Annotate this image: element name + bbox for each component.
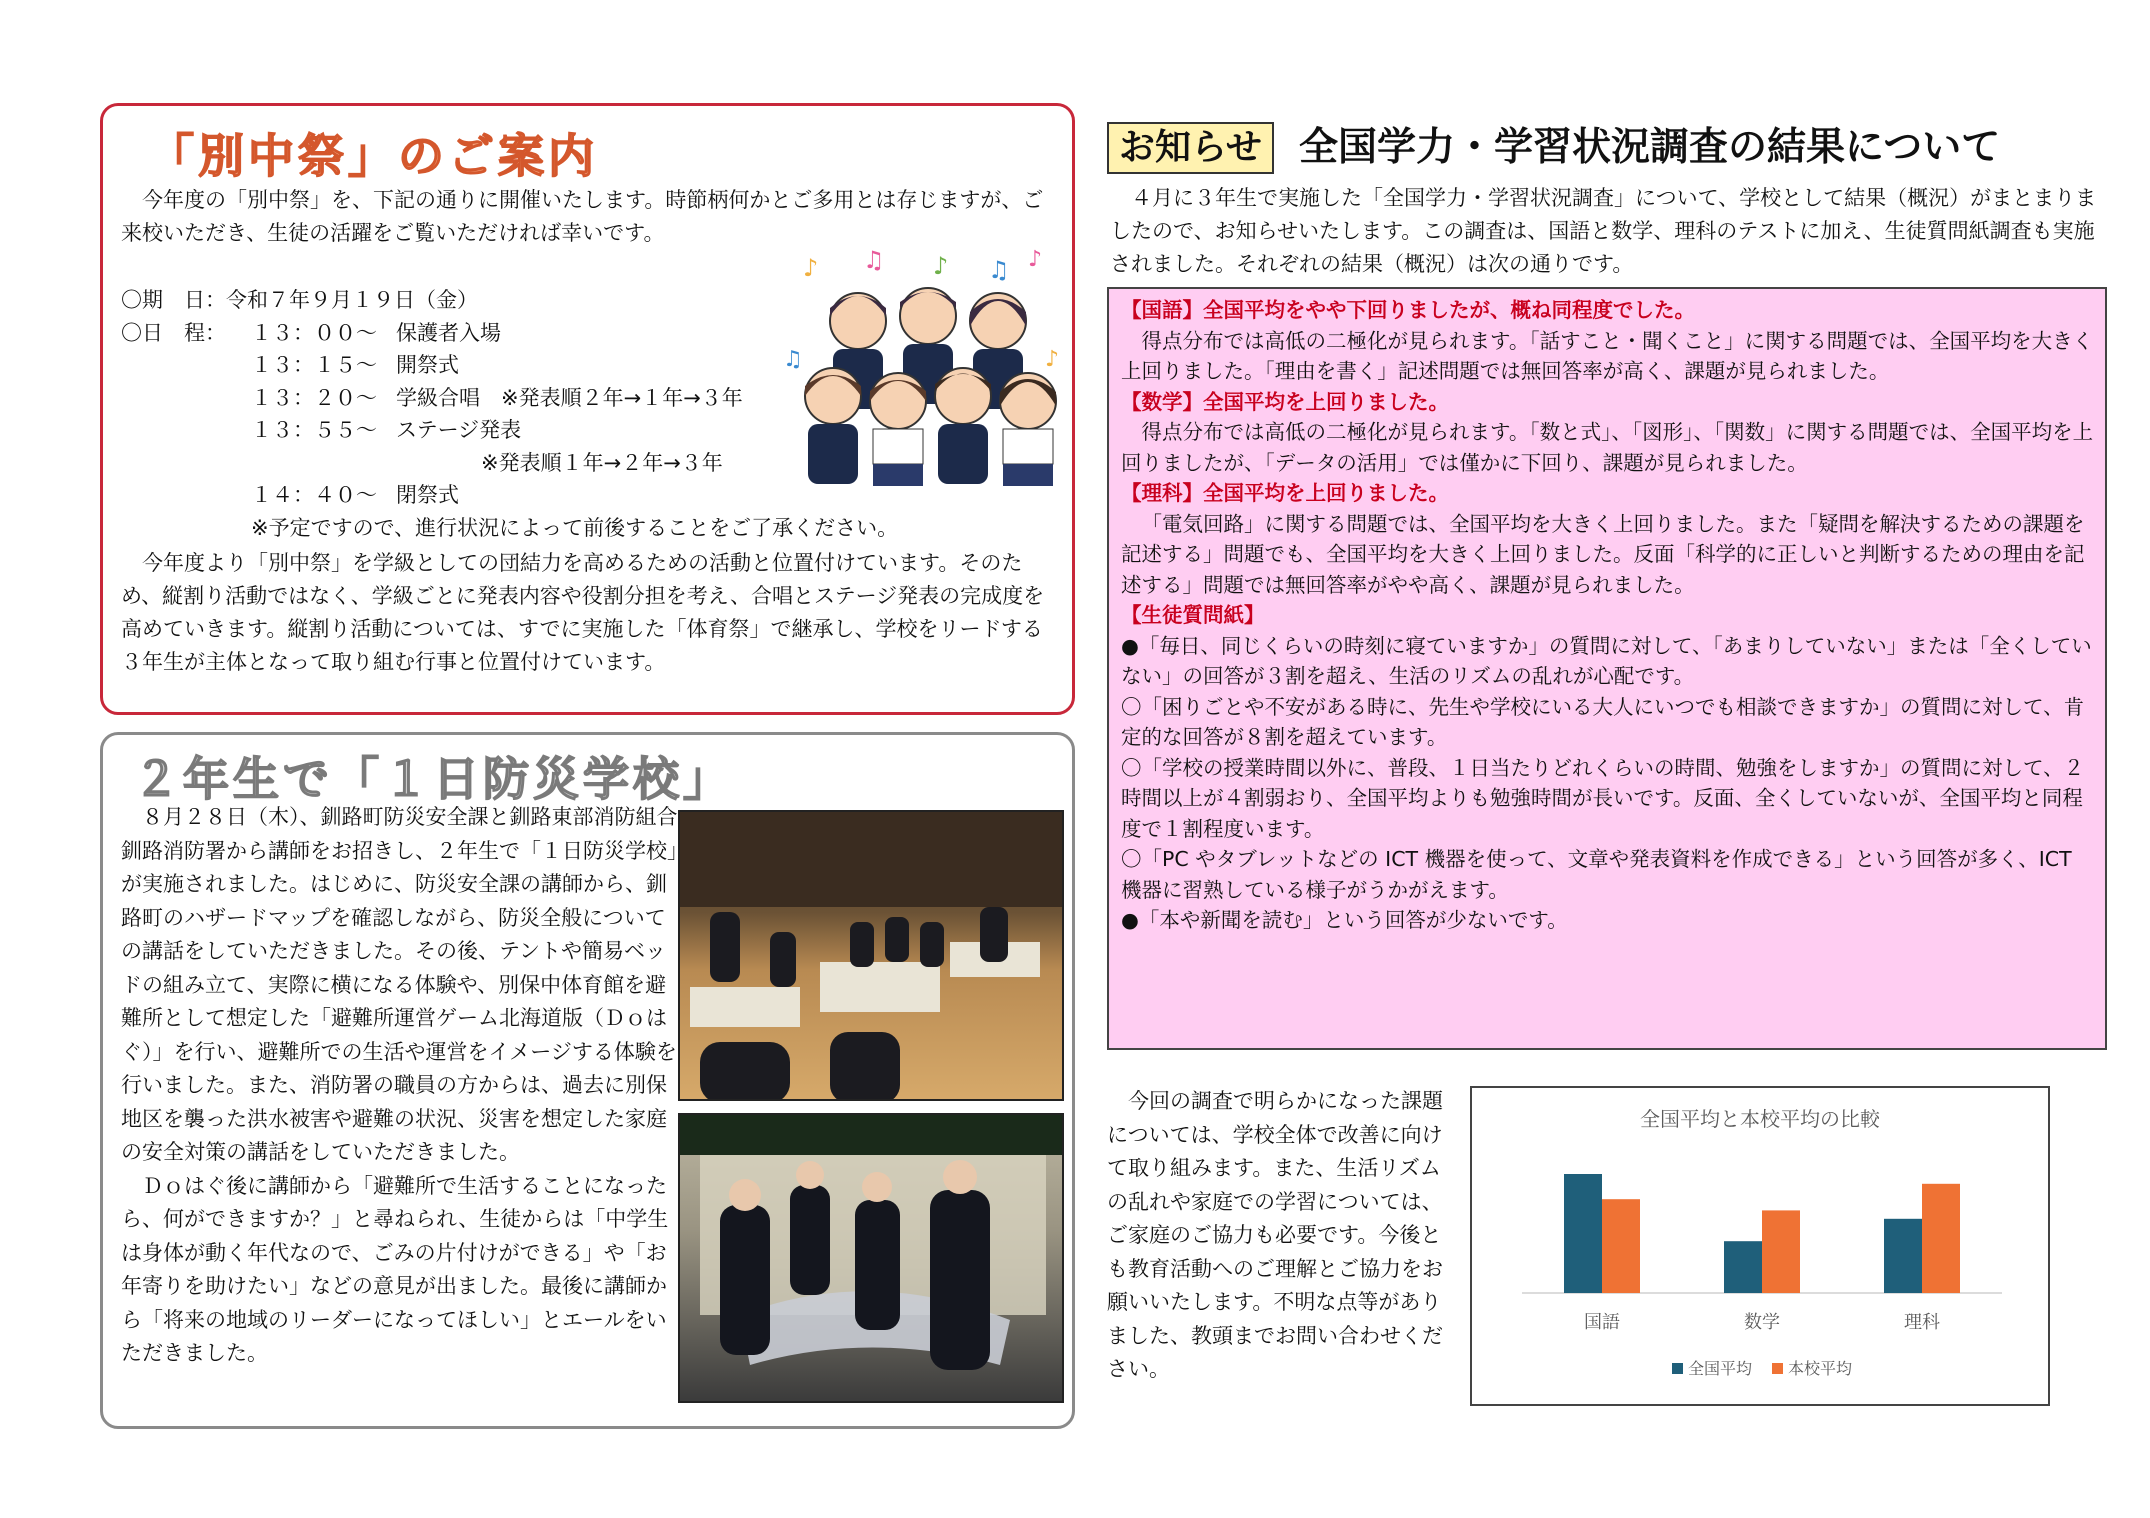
festival-panel (100, 103, 1075, 715)
questionnaire-item: ●「本や新聞を読む」という回答が少ないです。 (1121, 908, 1568, 932)
svg-text:♪: ♪ (803, 254, 819, 282)
schedule-time: １３：００～ (251, 320, 377, 345)
festival-title: 「別中祭」のご案内 (148, 129, 598, 183)
math-heading: 【数学】全国平均を上回りました。 (1121, 389, 1449, 414)
questionnaire-item: 〇「学校の授業時間以外に、普段、１日当たりどれくらいの時間、勉強をしますか」の質問に対して、２時間以上が４割弱おり、全国平均よりも勉強時間が長いです。反面、全くしていないが、全国平均と同程度で１割程度います。 (1121, 755, 2085, 841)
bar-school (1762, 1210, 1800, 1293)
x-tick-label: 数学 (1744, 1312, 1780, 1333)
japanese-body: 得点分布では高低の二極化が見られます。「話すこと・聞くこと」に関する問題では、全国平均を大きく上回りました。「理由を書く」記述問題では無回答率が高く、課題が見られました。 (1121, 328, 2094, 383)
festival-intro: 今年度の「別中祭」を、下記の通りに開催いたします。時節柄何かとご多用とは存じますが、ご来校いただき、生徒の活躍をご覧いただければ幸いです。 (121, 188, 1044, 245)
schedule-event: 開祭式 (396, 353, 459, 377)
festival-schedule (121, 284, 899, 544)
schedule-event: 閉祭式 (396, 483, 459, 507)
questionnaire-item: 〇「困りごとや不安がある時に、先生や学校にいる大人にいつでも相談できますか」の質問に対して、肯定的な回答が８割を超えています。 (1121, 694, 2085, 749)
schedule-label: 〇日 程： (121, 320, 226, 345)
schedule-event: ※発表順１年→２年→３年 (481, 450, 723, 475)
questionnaire-heading: 【生徒質問紙】 (1121, 603, 1265, 627)
survey-intro: ４月に３年生で実施した「全国学力・学習状況調査」について、学校として結果（概況）がまとまりましたので、お知らせいたします。この調査は、国語と数学、理科のテストに加え、生徒質問紙調査も実施されました。それぞれの結果（概況）は次の通りです。 (1110, 186, 2097, 276)
svg-text:♫: ♫ (988, 256, 1010, 284)
student-figures (805, 288, 1056, 486)
legend-label: 全国平均 (1688, 1359, 1753, 1378)
science-heading: 【理科】全国平均を上回りました。 (1121, 481, 1449, 505)
schedule-time: １３：５５～ (251, 418, 377, 442)
svg-text:♪: ♪ (1028, 247, 1043, 272)
svg-text:♪: ♪ (933, 252, 949, 280)
festival-body: 今年度より「別中祭」を学級としての団結力を高めるための活動と位置付けています。そのため、縦割り活動ではなく、学級ごとに発表内容や役割分担を考え、合唱とステージ発表の完成度を高めていきます。縦割り活動については、すでに実施した「体育祭」で継承し、学校をリードする３年生が主体となって取り組む行事と位置付けています。 (121, 551, 1045, 674)
gym-activity-photo (678, 810, 1064, 1101)
schedule-event: 学級合唱 ※発表順２年→１年→３年 (396, 385, 743, 410)
x-tick-label: 理科 (1904, 1312, 1940, 1333)
schedule-time: １４：４０～ (251, 483, 377, 507)
schedule-event: ステージ発表 (396, 418, 522, 442)
bar-school (1602, 1199, 1640, 1293)
schedule-time: １３：１５～ (251, 353, 377, 377)
survey-summary: 今回の調査で明らかになった課題については、学校全体で改善に向けて取り組みます。また、生活リズムの乱れや家庭での学習については、ご家庭のご協力も必要です。今後とも教育活動へのご理解とご協力をお願いいたします。不明な点等がありました、教頭までお問い合わせください。 (1107, 1089, 1443, 1381)
svg-text:♫: ♫ (783, 347, 803, 372)
choir-illustration (783, 246, 1073, 498)
survey-results-text (1121, 295, 2096, 936)
disaster-text: ８月２８日（木）、釧路町防災安全課と釧路東部消防組合釧路消防署から講師をお招きし、２年生で「１日防災学校」が実施されました。はじめに、防災安全課の講師から、釧路町のハザードマップを確認しながら、防災全般についての講話をしていただきました。その後、テントや簡易ベッドの組み立て、実際に横になる体験や、別保中体育館を避難所として想定した「避難所運営ゲーム北海道版（Ｄｏはぐ）」を行い、避難所での生活や運営をイメージする体験を行いました。また、消防署の職員の方からは、過去に別保地区を襲った洪水被害や避難の状況、災害を想定した家庭の安全対策の講話をしていただきました。 Ｄｏはぐ後に講師から「避難所で生活することになったら、何ができますか？」と尋ねられ、生徒からは「中学生は身体が動く年代なので、ごみの片付けができる」や「お年寄りを助けたい」などの意見が出ました。最後に講師から「将来の地域のリーダーになってほしい」とエールをいただきました。 (121, 805, 678, 1365)
legend-label: 本校平均 (1788, 1359, 1853, 1378)
bar-national (1884, 1219, 1922, 1293)
questionnaire-item: ●「毎日、同じくらいの時刻に寝ていますか」の質問に対して、「あまりしていない」または「全くしていない」の回答が３割を超え、生活のリズムの乱れが心配です。 (1121, 633, 2092, 688)
comparison-chart (1470, 1086, 2050, 1406)
chart-svg (1472, 1088, 2048, 1404)
bar-national (1564, 1174, 1602, 1293)
questionnaire-item: 〇「PC やタブレットなどの ICT 機器を使って、文章や発表資料を作成できる」という回答が多く、ICT 機器に習熟している様子がうかがえます。 (1121, 847, 2072, 902)
schedule-event: 保護者入場 (396, 320, 501, 345)
bar-national (1724, 1241, 1762, 1293)
survey-title: 全国学力・学習状況調査の結果について (1299, 125, 2001, 170)
survey-header (1107, 122, 2107, 174)
svg-text:♫: ♫ (863, 246, 885, 274)
disaster-panel (100, 732, 1075, 1429)
bar-school (1922, 1184, 1960, 1293)
schedule-note: ※予定ですので、進行状況によって前後することをご了承ください。 (251, 515, 899, 540)
x-tick-label: 国語 (1584, 1312, 1620, 1333)
notice-badge: お知らせ (1107, 122, 1274, 174)
festival-date: 〇期 日：令和７年９月１９日（金） (121, 288, 478, 312)
svg-text:♪: ♪ (1045, 347, 1060, 372)
science-body: 「電気回路」に関する問題では、全国平均を大きく上回りました。また「疑問を解決するための課題を記述する」問題でも、全国平均を大きく上回りました。反面「科学的に正しいと判断するための理由を記述する」問題では無回答率がやや高く、課題が見られました。 (1121, 511, 2085, 597)
tent-assembly-photo (678, 1113, 1064, 1403)
survey-results-box (1107, 287, 2107, 1050)
japanese-heading: 【国語】全国平均をやや下回りましたが、概ね同程度でした。 (1121, 298, 1695, 322)
math-body: 得点分布では高低の二極化が見られます。「数と式」、「図形」、「関数」に関する問題では、全国平均を上回りましたが、「データの活用」では僅かに下回り、課題が見られました。 (1121, 420, 2094, 475)
schedule-time: １３：２０～ (251, 385, 377, 410)
disaster-title: ２年生で「１日防災学校」 (133, 752, 733, 806)
legend-swatch (1772, 1363, 1783, 1374)
legend-swatch (1672, 1363, 1683, 1374)
chart-title: 全国平均と本校平均の比較 (1640, 1107, 1880, 1131)
